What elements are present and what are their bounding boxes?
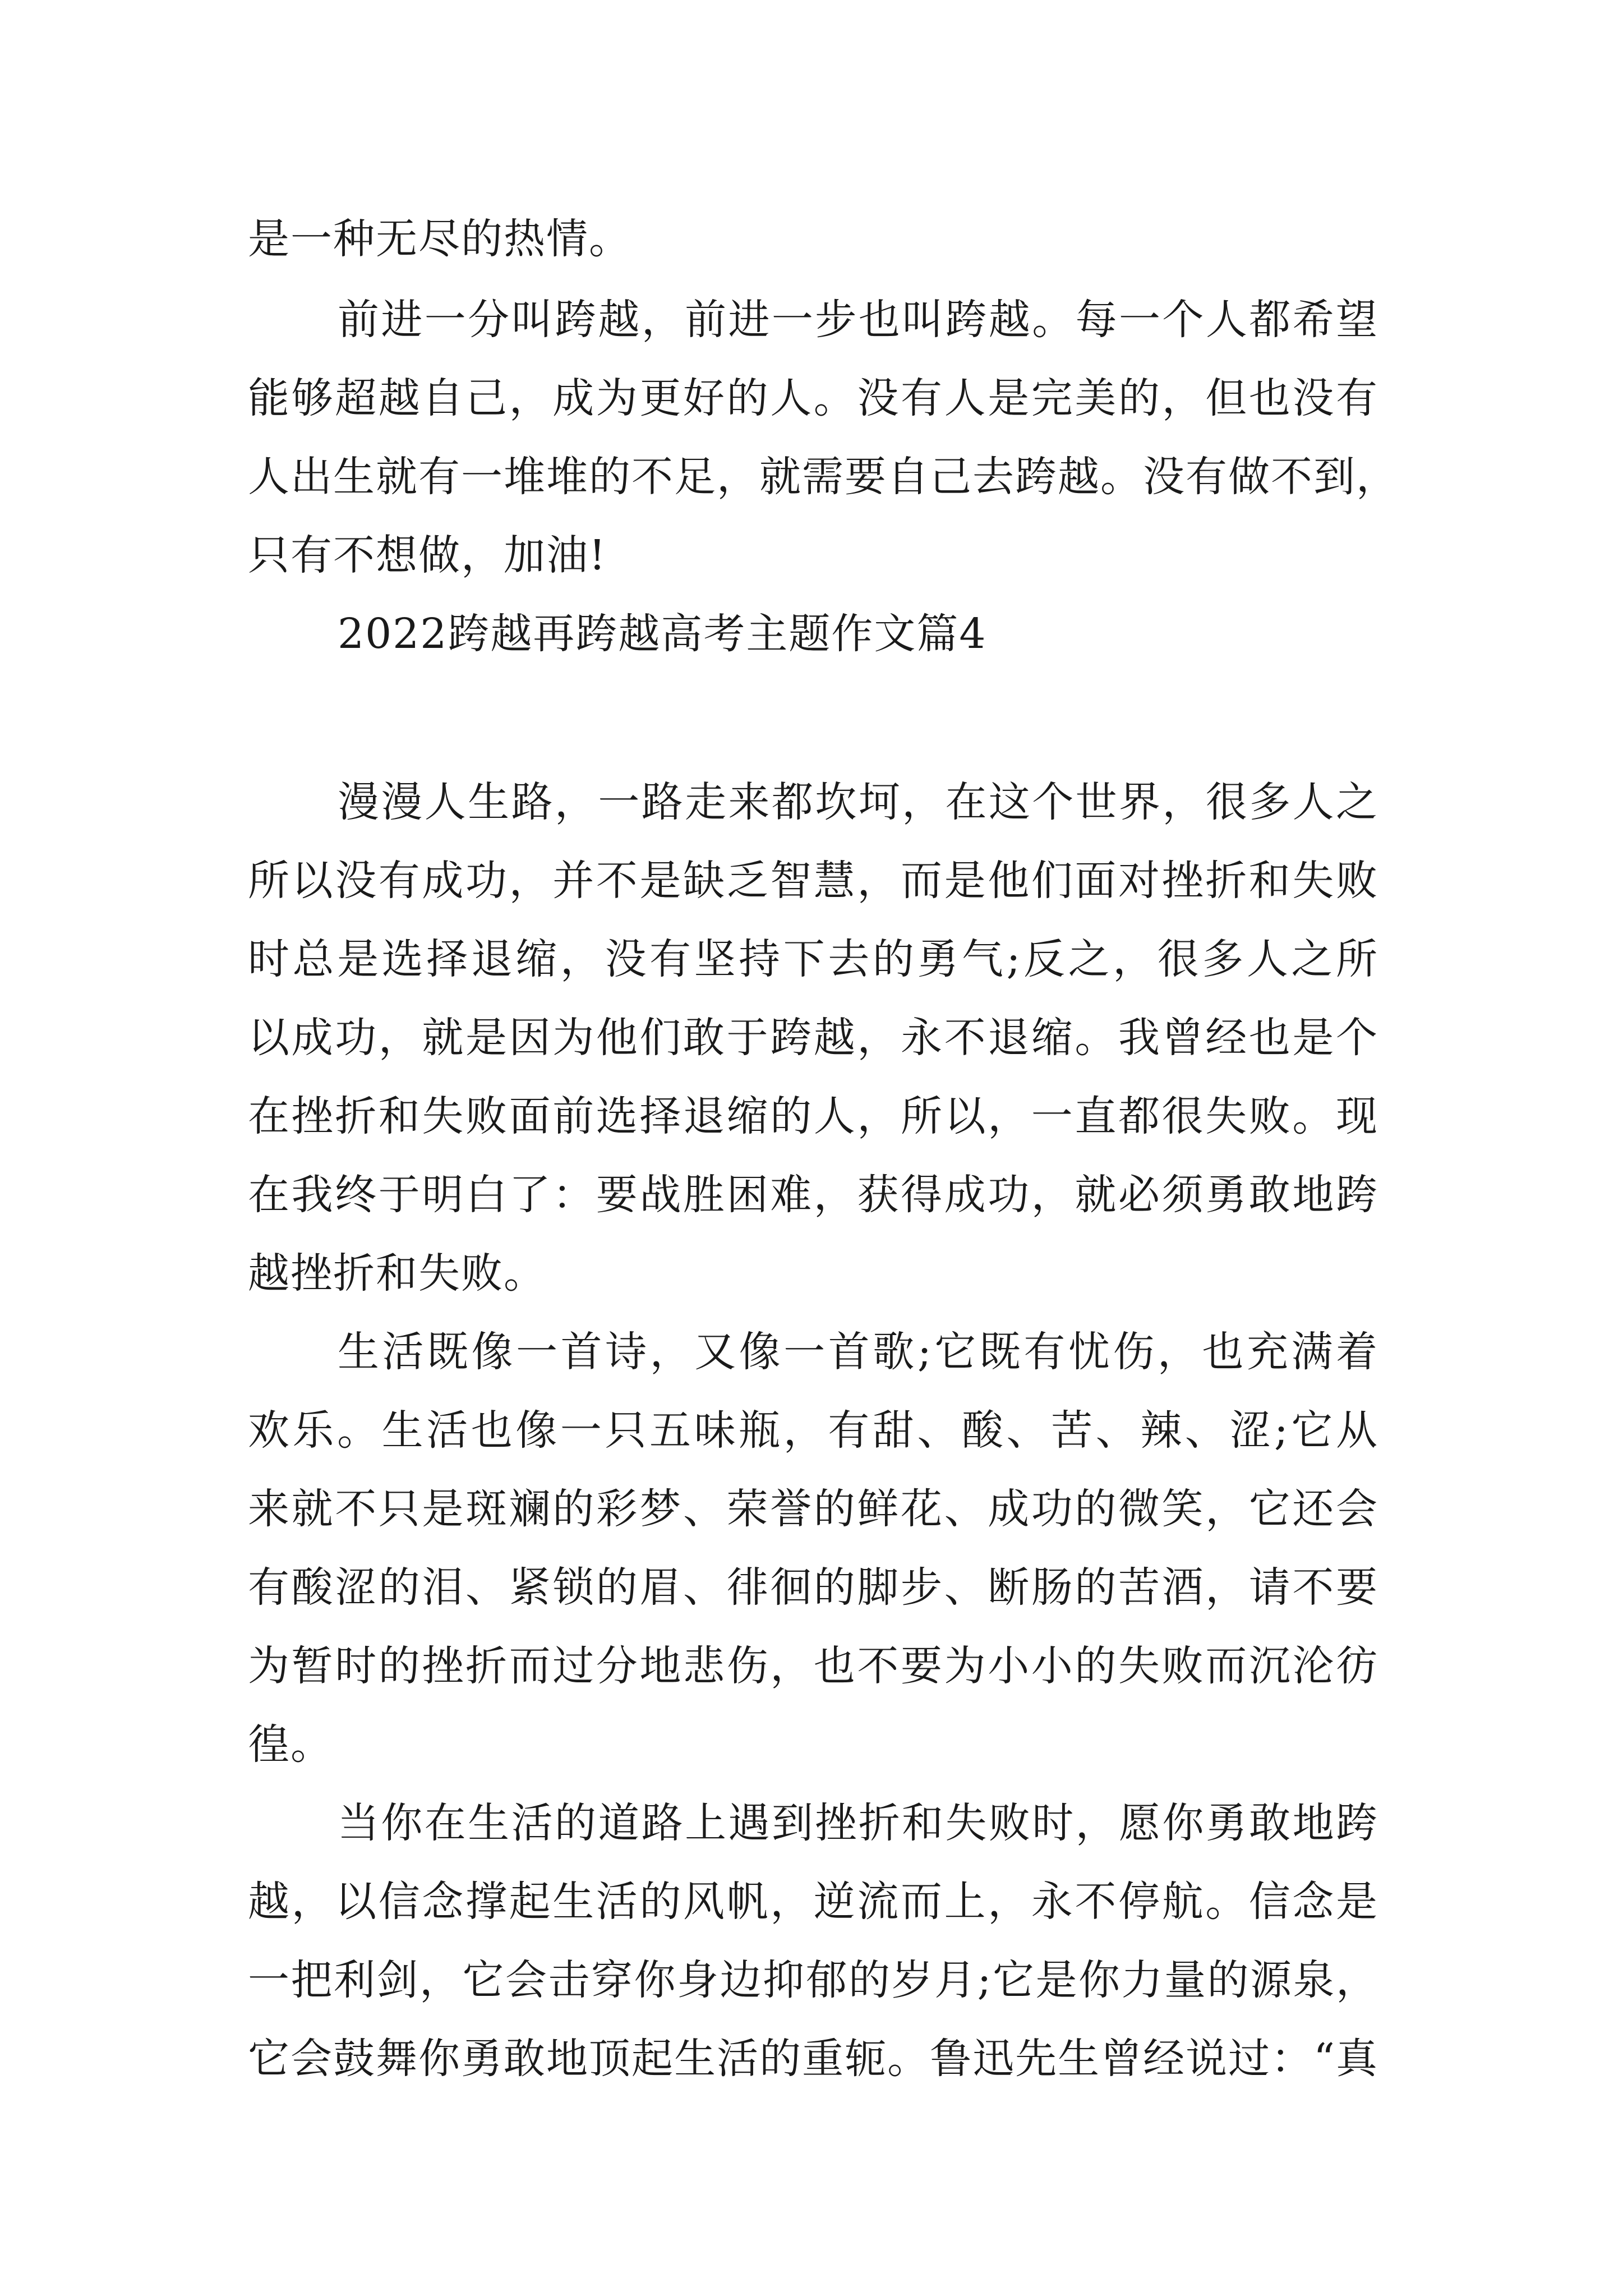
text-line: 欢乐。生活也像一只五味瓶，有甜、酸、苦、辣、涩;它从 bbox=[248, 1406, 1378, 1455]
section-heading: 2022跨越再跨越高考主题作文篇4 bbox=[338, 610, 987, 658]
text-line: 有酸涩的泪、紧锁的眉、徘徊的脚步、断肠的苦酒，请不要 bbox=[248, 1563, 1378, 1612]
text-line: 一把利剑，它会击穿你身边抑郁的岁月;它是你力量的源泉， bbox=[248, 1956, 1378, 2004]
text-line: 越，以信念撑起生活的风帆，逆流而上，永不停航。信念是 bbox=[248, 1878, 1378, 1926]
text-line: 越挫折和失败。 bbox=[248, 1249, 546, 1297]
text-line: 在挫折和失败面前选择退缩的人，所以，一直都很失败。现 bbox=[248, 1092, 1378, 1140]
text-line: 所以没有成功，并不是缺乏智慧，而是他们面对挫折和失败 bbox=[248, 857, 1378, 905]
text-line: 在我终于明白了：要战胜困难，获得成功，就必须勇敢地跨 bbox=[248, 1171, 1378, 1219]
text-line: 徨。 bbox=[248, 1720, 333, 1769]
text-line: 时总是选择退缩，没有坚持下去的勇气;反之，很多人之所 bbox=[248, 935, 1378, 983]
text-line: 能够超越自己，成为更好的人。没有人是完美的，但也没有 bbox=[248, 374, 1378, 422]
text-line: 以成功，就是因为他们敢于跨越，永不退缩。我曾经也是个 bbox=[248, 1014, 1378, 1062]
text-line: 来就不只是斑斓的彩梦、荣誉的鲜花、成功的微笑，它还会 bbox=[248, 1485, 1378, 1533]
text-line: 生活既像一首诗，又像一首歌;它既有忧伤，也充满着 bbox=[338, 1328, 1378, 1376]
text-line: 漫漫人生路，一路走来都坎坷，在这个世界，很多人之 bbox=[338, 778, 1378, 826]
text-line: 是一种无尽的热情。 bbox=[248, 215, 631, 263]
text-line: 只有不想做，加油! bbox=[248, 531, 607, 579]
text-line: 人出生就有一堆堆的不足，就需要自己去跨越。没有做不到， bbox=[248, 453, 1399, 501]
text-line: 为暂时的挫折而过分地悲伤，也不要为小小的失败而沉沦彷 bbox=[248, 1642, 1378, 1690]
text-line: 它会鼓舞你勇敢地顶起生活的重轭。鲁迅先生曾经说过：“真 bbox=[248, 2035, 1378, 2083]
text-line: 前进一分叫跨越，前进一步也叫跨越。每一个人都希望 bbox=[338, 296, 1378, 344]
text-line: 当你在生活的道路上遇到挫折和失败时，愿你勇敢地跨 bbox=[338, 1799, 1378, 1847]
